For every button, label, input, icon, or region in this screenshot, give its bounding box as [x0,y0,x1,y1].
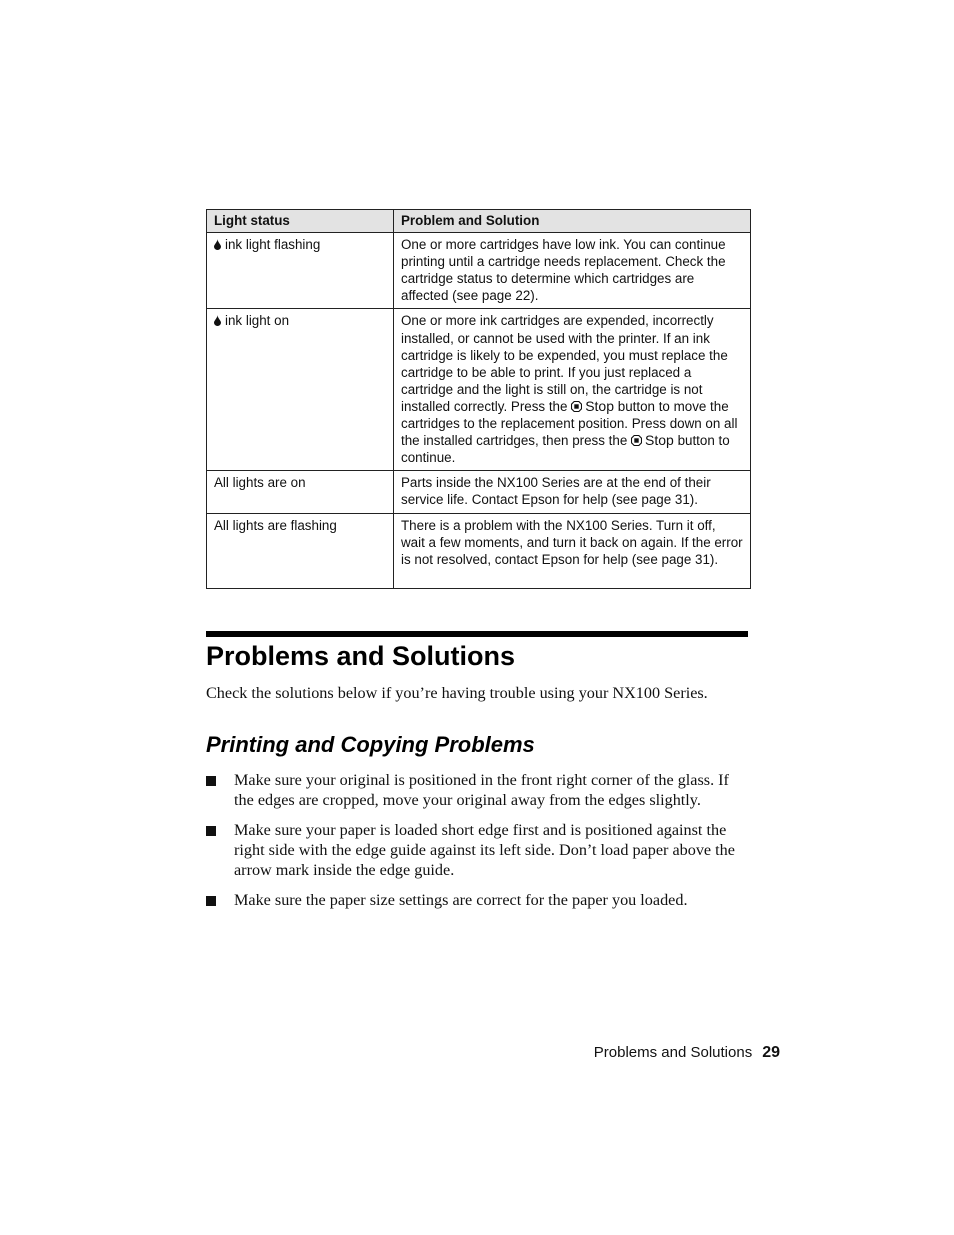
footer-section-name: Problems and Solutions [593,1044,753,1061]
status-cell: All lights are on [207,471,394,513]
status-text: ink light on [225,313,290,329]
stop-icon [631,435,642,446]
list-item-text: Make sure your paper is loaded short edge first and is positioned against the right side with the edge guide against its left side. Don’t load paper above the arrow mark inside the edge guide. [234,821,735,879]
table-row [207,471,751,513]
page-number: 29 [762,1044,780,1061]
list-item-text: Make sure your original is positioned in the front right corner of the glass. If the edges are cropped, move your original away from the edges slightly. [234,771,729,809]
square-bullet-icon [206,826,216,836]
header-problem-solution: Problem and Solution [394,210,751,233]
section-rule [206,631,748,637]
table-row [207,513,751,588]
solution-text-3: button to continue. [401,433,730,466]
status-cell: All lights are flashing [207,513,394,588]
problem-list [206,770,746,920]
list-item-text: Make sure the paper size settings are correct for the paper you loaded. [234,891,688,909]
section-intro: Check the solutions below if you’re having trouble using your NX100 Series. [206,684,708,702]
list-item [206,820,746,880]
light-status-table-wrap [206,209,750,589]
list-item [206,770,746,810]
stop-label: Stop [645,432,674,449]
ink-drop-icon [214,315,221,326]
solution-text-2: button to move the cartridges to the replacement position. Press down on all the installed cartridges, then press the [401,398,738,449]
subsection-title: Printing and Copying Problems [206,732,535,757]
light-status-table [206,209,751,589]
status-text: ink light flashing [225,237,321,253]
table-header-row [207,210,751,233]
status-cell [207,309,394,471]
ink-drop-icon [214,239,221,250]
stop-label: Stop [585,397,615,414]
list-item [206,890,746,910]
solution-cell [394,309,751,471]
solution-cell: There is a problem with the NX100 Series. Turn it off, wait a few moments, and turn it back on again. If the error is not resolved, contact Epson for help (see page 31). [394,513,751,588]
stop-icon [571,401,582,412]
header-light-status: Light status [207,210,394,233]
solution-text-1: One or more ink cartridges are expended, incorrectly installed, or cannot be used with the printer. If an ink cartridge is likely to be expended, you must replace the cartridge to be able to print. If you just replaced a cartridge and the light is still on, the cartridge is not installed correctly. Press the [401,313,728,414]
solution-cell: Parts inside the NX100 Series are at the end of their service life. Contact Epson for help (see page 31). [394,471,751,513]
table-row [207,233,751,309]
page-footer [594,1042,780,1064]
square-bullet-icon [206,896,216,906]
square-bullet-icon [206,776,216,786]
solution-cell: One or more cartridges have low ink. You can continue printing until a cartridge needs replacement. Check the cartridge status to determine which cartridges are affected (see page 22). [394,233,751,309]
section-title: Problems and Solutions [206,641,516,671]
table-row [207,309,751,471]
status-cell [207,233,394,309]
